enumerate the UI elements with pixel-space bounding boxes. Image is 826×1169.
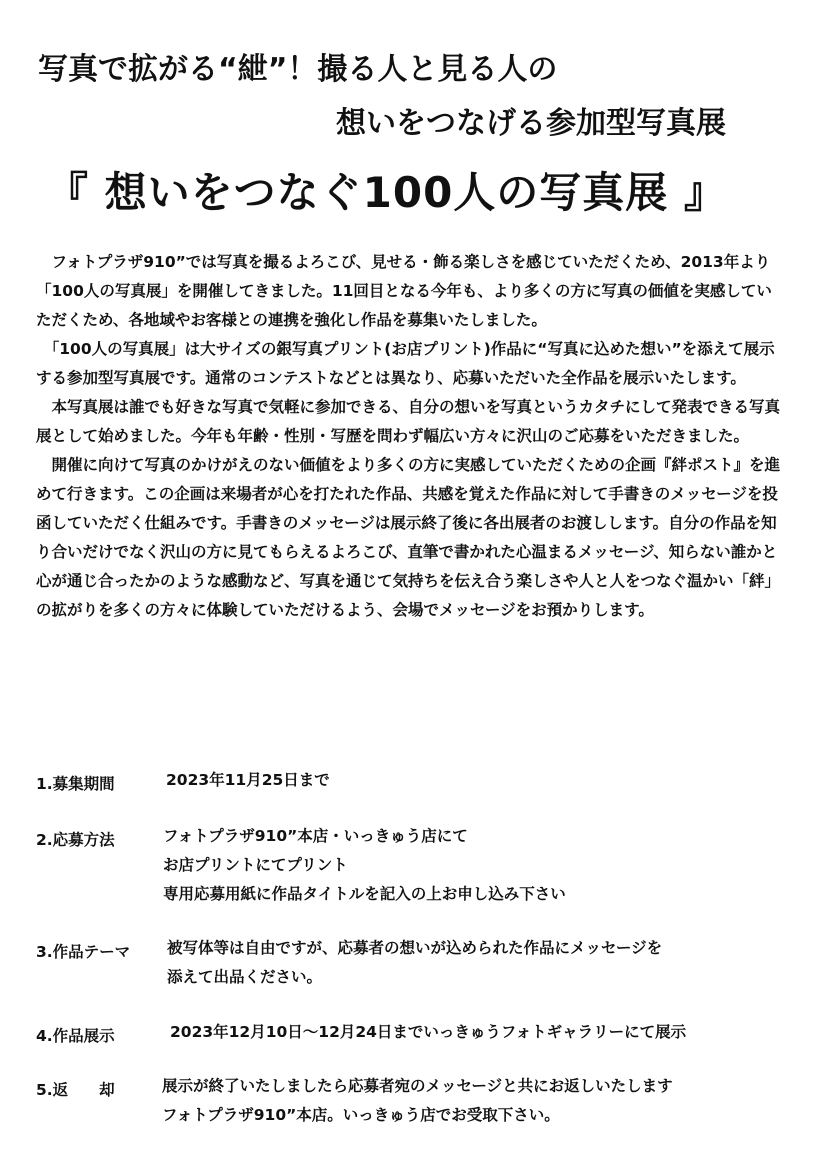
detail-line: 専用応募用紙に作品タイトルを記入の上お申し込み下さい [163,885,566,903]
detail-line: 2023年12月10日～12月24日までいっきゅうフォトギャラリーにて展示 [170,1023,687,1041]
body-text [36,248,784,625]
paragraph-3: 本写真展は誰でも好きな写真で気軽に参加できる、自分の想いを写真というカタチにして発表できる写真展として始めました。今年も年齢・性別・写歴を問わず幅広い方々に沢山のご応募をいただきました。 [36,398,781,445]
paragraph-2: 「100人の写真展」は大サイズの銀写真プリント(お店プリント)作品に“写真に込めた想い”を添えて展示する参加型写真展です。通常のコンテストなどとは異なり、応募いただいた全作品を展示いたします。 [36,340,775,387]
detail-label: 3.作品テーマ [36,943,131,961]
detail-label: 2.応募方法 [36,831,115,849]
detail-label: 5.返 却 [36,1081,115,1099]
paragraph-1: フォトプラザ910”では写真を撮るよろこび、見せる・飾る楽しさを感じていただくため、2013年より「100人の写真展」を開催してきました。11回目となる今年も、より多くの方に写真の価値を実感していただくため、各地域やお客様との連携を強化し作品を募集いたしました。 [36,253,772,329]
paragraph-4: 開催に向けて写真のかけがえのない価値をより多くの方に実感していただくための企画『絆ポスト』を進めて行きます。この企画は来場者が心を打たれた作品、共感を覚えた作品に対して手書きのメッセージを投函していただく仕組みです。手書きのメッセージは展示終了後に各出展者のお渡しします。自分の作品を知り合いだけでなく沢山の方に見てもらえるよろこび、直筆で書かれた心温まるメッセージ、知らない誰かと心が通じ合ったかのような感動など、写真を通じて気持ちを伝え合う楽しさや人と人をつなぐ温かい「絆」の拡がりを多くの方々に体験していただけるよう、会場でメッセージをお預かりします。 [36,456,781,619]
detail-label: 1.募集期間 [36,775,115,793]
detail-line: 2023年11月25日まで [166,771,330,789]
subtitle-line-1: 写真で拡がる“紲”！撮る人と見る人の [38,52,558,87]
detail-line: フォトプラザ910”本店・いっきゅう店にて [163,827,468,845]
detail-label: 4.作品展示 [36,1027,115,1045]
detail-line: 被写体等は自由ですが、応募者の想いが込められた作品にメッセージを [167,939,663,957]
detail-line: 添えて出品ください。 [167,968,323,986]
detail-line: お店プリントにてプリント [163,856,348,874]
page-title: 『 想いをつなぐ100人の写真展 』 [46,168,727,217]
subtitle-line-2: 想いをつなげる参加型写真展 [336,106,726,141]
detail-line: フォトプラザ910”本店。いっきゅう店でお受取下さい。 [162,1106,560,1124]
detail-line: 展示が終了いたしましたら応募者宛のメッセージと共にお返しいたします [162,1077,673,1095]
